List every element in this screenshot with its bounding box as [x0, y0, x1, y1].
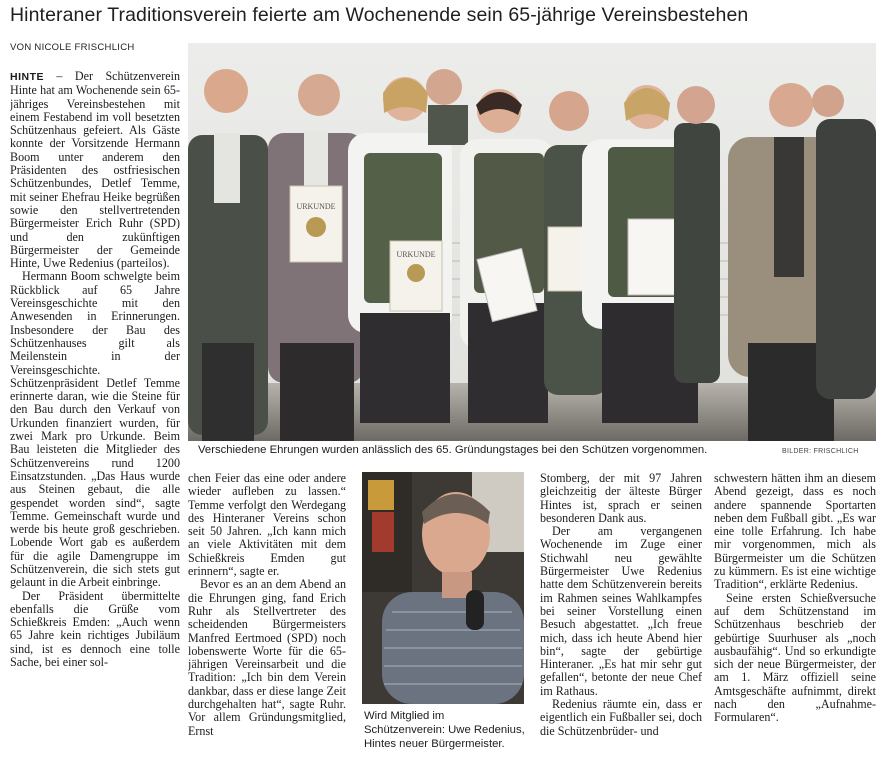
certificate-label: URKUNDE — [296, 202, 336, 211]
portrait-photo — [362, 472, 524, 704]
portrait-photo-image — [362, 472, 524, 704]
lead-text: – Der Schützenverein Hinte hat am Wochenende sein 65-jähriges Vereinsbestehen mit einem Festabend im voll besetzten Schützenhaus gefeiert. Als Gäste konnte der Vorsitzende Hermann Boom unter anderem den Präsidenten des ostfriesischen Schützenbundes, Detlef Temme, mit seiner Ehefrau Heike begrüßen sowie den stellvertretenden Bürgermeister Erich Ruhr (SPD) und den zukünftigen Bürgermeister der Gemeinde Hinte, Uwe Redenius (parteilos). — [10, 70, 180, 271]
certificate-label-2: URKUNDE — [396, 250, 436, 259]
paragraph: chen Feier das eine oder andere wieder aufleben zu lassen.“ Temme verfolgt den Werdegang des Hinteraner Vereins schon seit 50 Jahren. „Ich kann mich an viele Aktivitäten mit dem Schießkreis Emden gut erinnern“, sagte er. — [188, 472, 346, 579]
paragraph: Bevor es an an dem Abend an die Ehrungen ging, fand Erich Ruhr als Stellvertreter des scheidenden Bürgermeisters Manfred Eertmoed (SPD) noch lobenswerte Worte für die 65-jährigen Vereinsarbeit und die Tradition: „Ich bin dem Verein dankbar, dass er diese lange Zeit durchgehalten hat“, sagte Ruhr. Vor allem Gründungsmitglied, Ernst — [188, 577, 346, 738]
article-column-4 — [714, 472, 876, 762]
lead-paragraph — [10, 70, 180, 270]
paragraph: Der am vergangenen Wochenende im Zuge einer Stichwahl neu gewählte Bürgermeister Uwe Redenius hatte dem Schützenverein bereits im Rahmen seines Wahlkampfes bei seiner Vorstellung einen Besuch abgestattet. „Ich freue mich, dass ich heute Abend hier bin“, sagte der gebürtige Hinteraner. „Es hat mir sehr gut gefallen“, betonte der neue Chef im Rathaus. — [540, 524, 702, 698]
photo-credit: BILDER: FRISCHLICH — [782, 448, 859, 455]
article-column-2 — [188, 472, 346, 762]
group-photo — [188, 43, 876, 441]
paragraph: Redenius räumte ein, dass er eigentlich ein Fußballer sei, doch die Schützenbrüder- und — [540, 697, 702, 738]
article-column-3 — [540, 472, 702, 762]
paragraph: Hermann Boom schwelgte beim Rückblick auf 65 Jahre Vereinsgeschichte mit den Anwesenden in Erinnerungen. Insbesondere der Bau des Schützenhauses gilt als Meilenstein in der Vereinsgeschichte. Schützenpräsident Detlef Temme erinnerte daran, wie die Steine für den Bau durch den Verkauf von Urkunden finanziert wurden, für zwei Mark pro Urkunde. Beim Bau leisteten die Mitglieder des Schützenvereins rund 1200 Einsatzstunden. „Das Haus wurde aus Steinen gebaut, die alle gespendet worden sind“, sagte Temme. Gemeinschaft wurde und werde bis heute groß geschrieben. Lobende Wort gab es außerdem für die agile Damengruppe im Schützenverein, die sich stets gut gelaunt in die Arbeit einbringe. — [10, 269, 180, 590]
group-photo-image — [188, 43, 876, 441]
photo-caption: Verschiedene Ehrungen wurden anlässlich des 65. Gründungstages bei den Schützen vorgenommen. — [198, 444, 708, 456]
dateline: HINTE — [10, 71, 44, 83]
paragraph: Der Präsident übermittelte ebenfalls die Grüße vom Schießkreis Emden: „Auch wenn 65 Jahre kein richtiges Jubiläum sind, ist es dennoch eine tolle Sache, bei einer sol- — [10, 588, 180, 670]
paragraph: schwestern hätten ihm an diesem Abend gezeigt, dass es noch andere spannende Sportarten neben dem Fußball gibt. „Es war eine tolle Erfahrung. Ich habe mir vorgenommen, mich als Bürgermeister um die Schützen zu kümmern. Es ist eine wichtige Tradition“, erklärte Redenius. — [714, 472, 876, 592]
paragraph: Seine ersten Schießversuche auf dem Schützenstand im Schützenhaus beschrieb der gebürtige Suurhuser als „noch ausbaufähig“. Und so erkundigte sich der neue Bürgermeister, der am 1. März offiziell seine Amtsgeschäfte aufnimmt, direkt nach den „Aufnahme-Formularen“. — [714, 590, 876, 725]
article-column-1 — [10, 70, 180, 760]
paragraph: Stomberg, der mit 97 Jahren gleichzeitig der älteste Bürger Hintes ist, sprach er seinen besonderen Dank aus. — [540, 472, 702, 525]
headline: Hinteraner Traditionsverein feierte am Wochenende sein 65-jährige Vereinsbestehen — [10, 4, 749, 26]
portrait-caption: Wird Mitglied im Schützenverein: Uwe Redenius, Hintes neuer Bürgermeister. — [364, 710, 525, 750]
byline: VON NICOLE FRISCHLICH — [10, 42, 135, 53]
